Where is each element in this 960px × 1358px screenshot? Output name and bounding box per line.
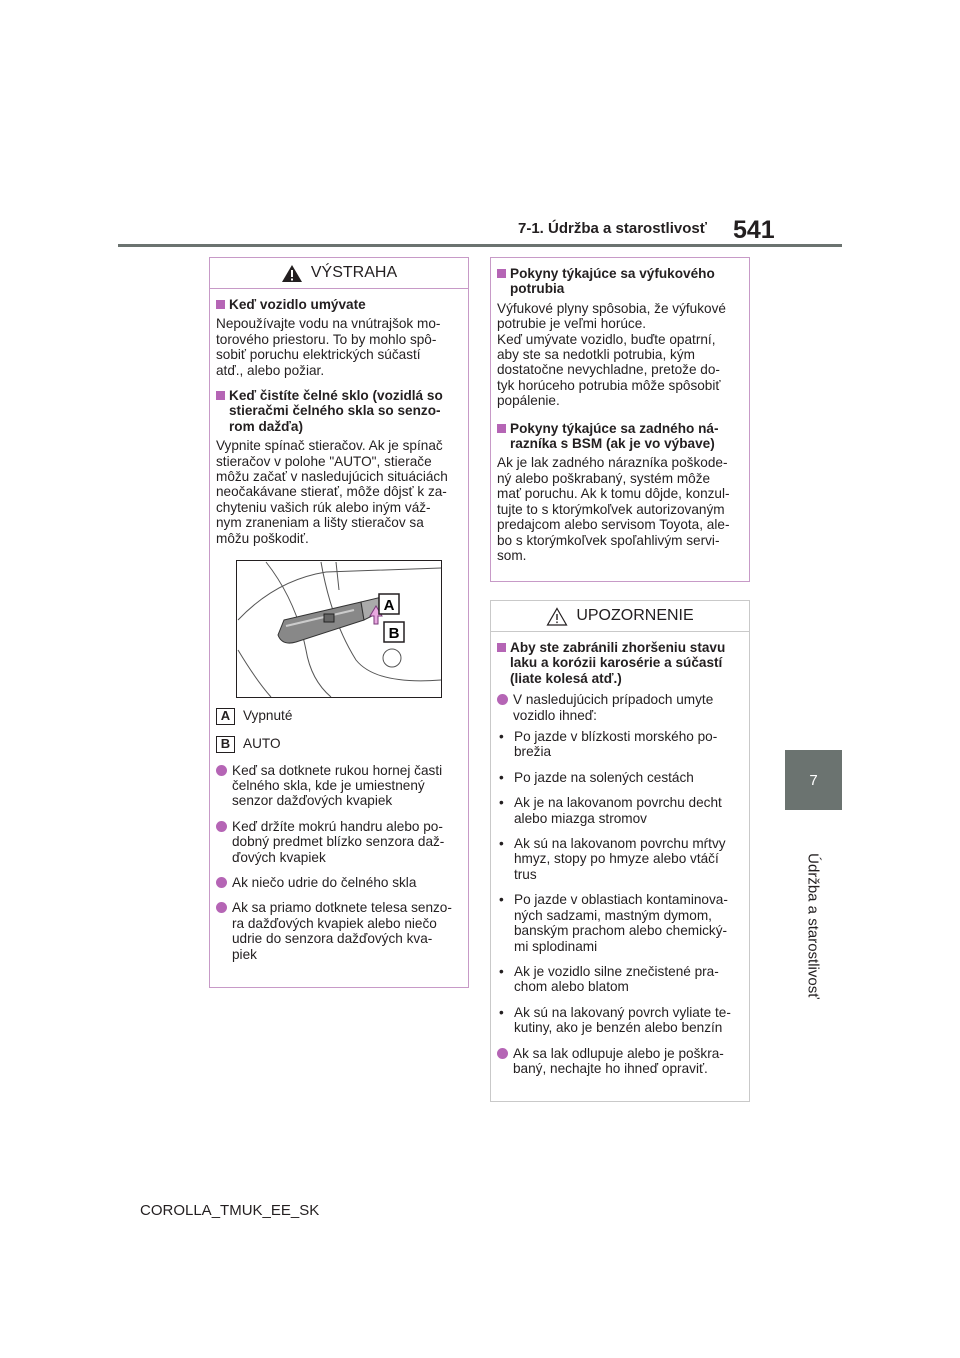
- exhaust-text: Výfukové plyny spôsobia, že výfukové potrubie je veľmi horúce. Keď umývate vozidlo, buďte opatrní, aby ste sa nedotkli potrubia, kým dostatočne nevychladne, pretože do- tyk horúceho potrubia môže spôsobiť popálenie.: [497, 300, 726, 409]
- caution-dash-item: • Po jazde v blízkosti morského po- brežia: [499, 729, 718, 760]
- header-rule: [118, 244, 842, 247]
- caution-header: [491, 601, 749, 632]
- square-bullet-icon: [497, 643, 506, 652]
- caution-bullet: V nasledujúcich prípadoch umyte vozidlo ihneď:: [497, 692, 743, 723]
- wiper-switch-illustration: [236, 560, 442, 698]
- label-b: B AUTO: [216, 736, 462, 753]
- caution-box: [490, 600, 750, 1102]
- warning-text-2: Vypnite spínač stieračov. Ak je spínač stieračov v polohe "AUTO", stierače môžu začať v nasledujúcich situáciách neočakávane stierať, môže dôjsť k za- chyteniu vašich rúk alebo iným váž- nym zraneniam a lišty stieračov sa môžu poškodiť.: [216, 438, 448, 546]
- caution-dash-item: • Ak je vozidlo silne znečistené pra- chom alebo blatom: [499, 963, 719, 995]
- bsm-text: Ak je lak zadného nárazníka poškode- ný alebo poškrabaný, systém môže mať poruchu. Ak k tomu dôjde, konzul- tujte to s ktorýmkoľvek autorizovaným predajcom alebo servisom Toyota, ale- bo s ktorýmkoľvek spoľahlivým servi- som.: [497, 455, 730, 563]
- caution-dash-item: • Ak je na lakovanom povrchu decht alebo miazga stromov: [499, 795, 722, 826]
- chapter-tab: 7: [785, 750, 842, 810]
- warning-box: [209, 257, 469, 988]
- warning-title: VÝSTRAHA: [310, 264, 398, 281]
- square-bullet-icon: [216, 391, 225, 400]
- round-bullet-icon: [216, 765, 227, 776]
- warning-bullet: Keď držíte mokrú handru alebo po- dobný predmet blízko senzora daž- ďových kvapiek: [216, 819, 462, 865]
- label-a: A Vypnuté: [216, 708, 462, 725]
- caution-title: UPOZORNENIE: [576, 607, 694, 624]
- warning-heading-2: Keď čistíte čelné sklo (vozidlá so stieračmi čelného skla so senzo- rom dažďa): [216, 388, 462, 434]
- bsm-heading: Pokyny týkajúce sa zadného ná- razníka s BSM (ak je vo výbave): [497, 421, 743, 452]
- warning-triangle-icon: [281, 264, 303, 283]
- warning-bullet: Keď sa dotknete rukou hornej časti čelného skla, kde je umiestnený senzor dažďových kvapiek: [216, 763, 462, 809]
- exhaust-heading: Pokyny týkajúce sa výfukového potrubia: [497, 266, 743, 297]
- square-bullet-icon: [497, 424, 506, 433]
- footer-code: COROLLA_TMUK_EE_SK: [140, 1202, 320, 1219]
- caution-bullet: Ak sa lak odlupuje alebo je poškra- baný, nechajte ho ihneď opraviť.: [497, 1046, 743, 1077]
- caution-dash-item: • Ak sú na lakovanom povrchu mŕtvy hmyz, stopy po hmyze alebo vtáčí trus: [499, 836, 726, 882]
- caution-dash-item: • Po jazde v oblastiach kontaminova- ných sadzami, mastným dymom, banským prachom alebo chemický- mi splodinami: [499, 892, 728, 954]
- caution-dash-item: • Ak sú na lakovaný povrch vyliate te- kutiny, ako je benzén alebo benzín: [499, 1004, 731, 1036]
- caution-dash-item: • Po jazde na solených cestách: [499, 769, 694, 785]
- square-bullet-icon: [216, 300, 225, 309]
- figure-callout-b: B: [388, 625, 400, 643]
- round-bullet-icon: [497, 694, 508, 705]
- warning-text-1: Nepoužívajte vodu na vnútrajšok mo- torového priestoru. To by mohlo spô- sobiť poruchu elektrických súčastí atď., alebo požiar.: [216, 316, 441, 378]
- round-bullet-icon: [216, 902, 227, 913]
- caution-triangle-icon: [546, 607, 568, 626]
- figure-callout-a: A: [383, 597, 395, 615]
- square-bullet-icon: [497, 269, 506, 278]
- warning-bullet: Ak niečo udrie do čelného skla: [216, 875, 462, 890]
- round-bullet-icon: [216, 821, 227, 832]
- round-bullet-icon: [216, 877, 227, 888]
- round-bullet-icon: [497, 1048, 508, 1059]
- chapter-label: Údržba a starostlivosť: [804, 853, 822, 999]
- warning-bullet: Ak sa priamo dotknete telesa senzo- ra dažďových kvapiek alebo niečo udrie do senzora dažďových kva- piek: [216, 900, 462, 962]
- section-title: 7-1. Údržba a starostlivosť: [518, 220, 707, 237]
- warning-heading-1: Keď vozidlo umývate: [216, 297, 462, 312]
- caution-heading: Aby ste zabránili zhoršeniu stavu laku a korózii karosérie a súčastí (liate kolesá atď.): [497, 640, 743, 686]
- warning-continued-box: [490, 257, 750, 582]
- page-number: 541: [733, 216, 775, 244]
- warning-header: [210, 258, 468, 289]
